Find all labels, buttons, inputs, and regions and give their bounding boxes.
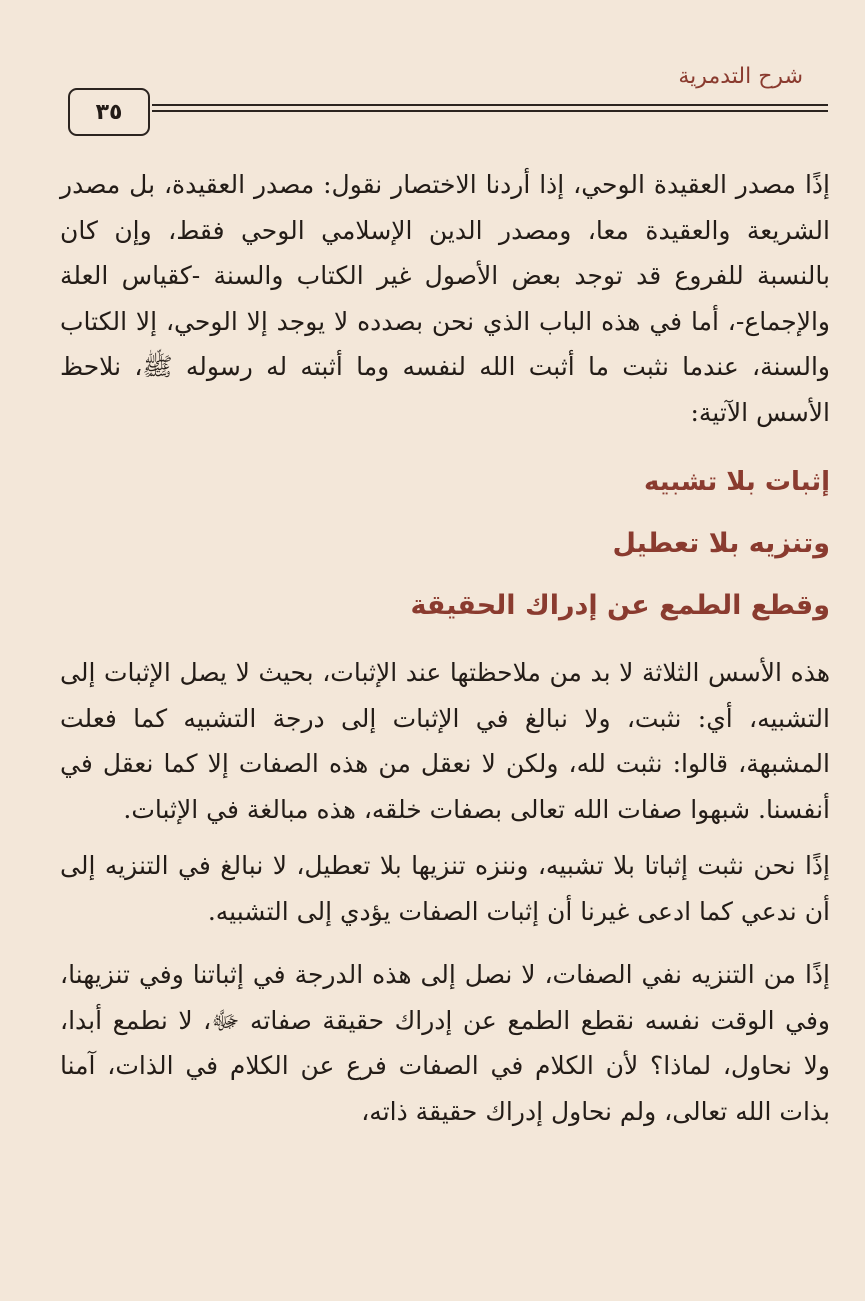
paragraph-affirm-without-likening: إذًا نحن نثبت إثباتا بلا تشبيه، وننزه تنزيها بلا تعطيل، لا نبالغ في التنزيه إلى أن ندعي كما ادعى غيرنا أن إثبات الصفات يؤدي إلى التشبيه. bbox=[60, 851, 830, 926]
body-text bbox=[60, 162, 830, 1134]
heading-transcendence: وتنزيه بلا تعطيل bbox=[612, 528, 830, 559]
heading-affirmation: إثبات بلا تشبيه bbox=[644, 467, 830, 497]
header-double-rule bbox=[152, 104, 828, 116]
header-rule-line bbox=[152, 104, 828, 106]
heading-cutting-ambition: وقطع الطمع عن إدراك الحقيقة bbox=[410, 590, 830, 621]
paragraph-three-foundations: هذه الأسس الثلاثة لا بد من ملاحظتها عند الإثبات، بحيث لا يصل الإثبات إلى التشبيه، أي: نثبت، ولا نبالغ في الإثبات إلى درجة التشبيه كما فعلت المشبهة، قالوا: نثبت لله، ولكن لا نعقل من هذه الصفات إلا كما نعقل في أنفسنا. شبهوا صفات الله تعالى بصفات خلقه، هذه مبالغة في الإثبات. bbox=[60, 658, 830, 824]
paragraph-source-of-creed: إذًا مصدر العقيدة الوحي، إذا أردنا الاختصار نقول: مصدر العقيدة، بل مصدر الشريعة والعقيدة معا، ومصدر الدين الإسلامي الوحي فقط، وإن كان بالنسبة للفروع قد توجد بعض الأصول غير الكتاب والسنة -كقياس العلة والإجماع-، أما في هذه الباب الذي نحن بصدده لا يوجد إلا الوحي، إلا الكتاب والسنة، عندما نثبت ما أثبت الله لنفسه وما أثبته له رسوله ﷺ، نلاحظ الأسس الآتية: bbox=[60, 170, 830, 427]
header-rule-line bbox=[152, 110, 828, 112]
running-title: شرح التدمرية bbox=[678, 64, 803, 89]
page-number: ٣٥ bbox=[68, 88, 150, 136]
paragraph-transcendence-limits: إذًا من التنزيه نفي الصفات، لا نصل إلى هذه الدرجة في إثباتنا وفي تنزيهنا، وفي الوقت نفسه نقطع الطمع عن إدراك حقيقة صفاته ﷻ، لا نطمع أبدا، ولا نحاول، لماذا؟ لأن الكلام في الصفات فرع عن الكلام في الذات، آمنا بذات الله تعالى، ولم نحاول إدراك حقيقة ذاته، bbox=[60, 960, 830, 1126]
